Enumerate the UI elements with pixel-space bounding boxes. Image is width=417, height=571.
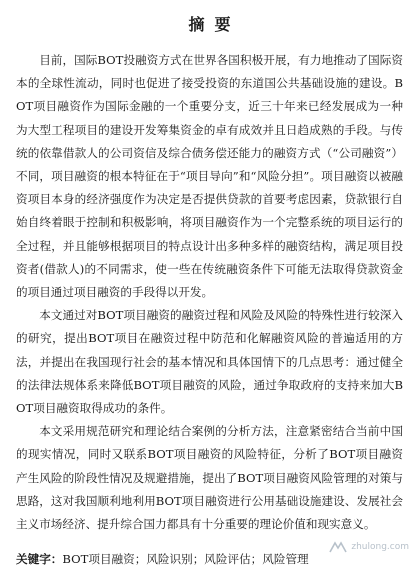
abstract-paragraph-1: 目前，国际BOT投融资方式在世界各国积极开展，有力地推动了国际资本的全球性流动，同时也促进了接受投资的东道国公共基础设施的建设。BOT项目融资作为国际金融的一个重要分支，近三十年来已经发展成为一种为大型工程项目的建设开发筹集资金的卓有成效并且日趋成熟的手段。与传统的依靠借款人的公司资信及综合债务偿还能力的融资方式（“公司融资”）不同，项目融资的根本特征在于“项目导向”和“风险分担”。项目融资以被融资项目本身的经济强度作为决定是否提供贷款的首要考虑因素，贷款银行自始自终着眼于控制和积极影响，将项目融资作为一个完整系统的项目运行的全过程，并且能够根据项目的特点设计出多种多样的融资结构，满足项目投资者(借款人)的不同需求，使一些在传统融资条件下可能无法取得贷款资金的项目通过项目融资的手段得以开发。 xyxy=(16,53,403,300)
abstract-title: 摘要 xyxy=(188,15,241,34)
watermark-logo-icon xyxy=(328,540,348,554)
abstract-paragraph-2: 本文通过对BOT项目融资的融资过程和风险及风险的特殊性进行较深入的研究，提出BOT项目在融资过程中防范和化解融资风险的普遍适用的方法，并提出在我国现行社会的基本情况和具体国情下的几点思考：通过健全的法律法规体系来降低BOT项目融资的风险，通过争取政府的支持来加大BOT项目融资取得成功的条件。 xyxy=(16,308,403,416)
abstract-paragraph-3: 本文采用规范研究和理论结合案例的分析方法，注意紧密结合当前中国的现实情况，同时又联系BOT项目融资的风险特征，分析了BOT项目融资产生风险的阶段性情况及规避措施，提出了BOT项目融资风险管理的对策与思路，这对我国顺利地利用BOT项目融资进行公用基础设施建设、发展社会主义市场经济、提升综合国力都具有十分重要的理论价值和现实意义。 xyxy=(16,424,403,532)
site-watermark xyxy=(328,540,409,554)
keywords-label: 关键字： xyxy=(16,552,63,567)
watermark-text: zhulong.com xyxy=(351,542,409,552)
keywords-list: BOT项目融资；风险识别；风险评估；风险管理 xyxy=(62,552,309,567)
